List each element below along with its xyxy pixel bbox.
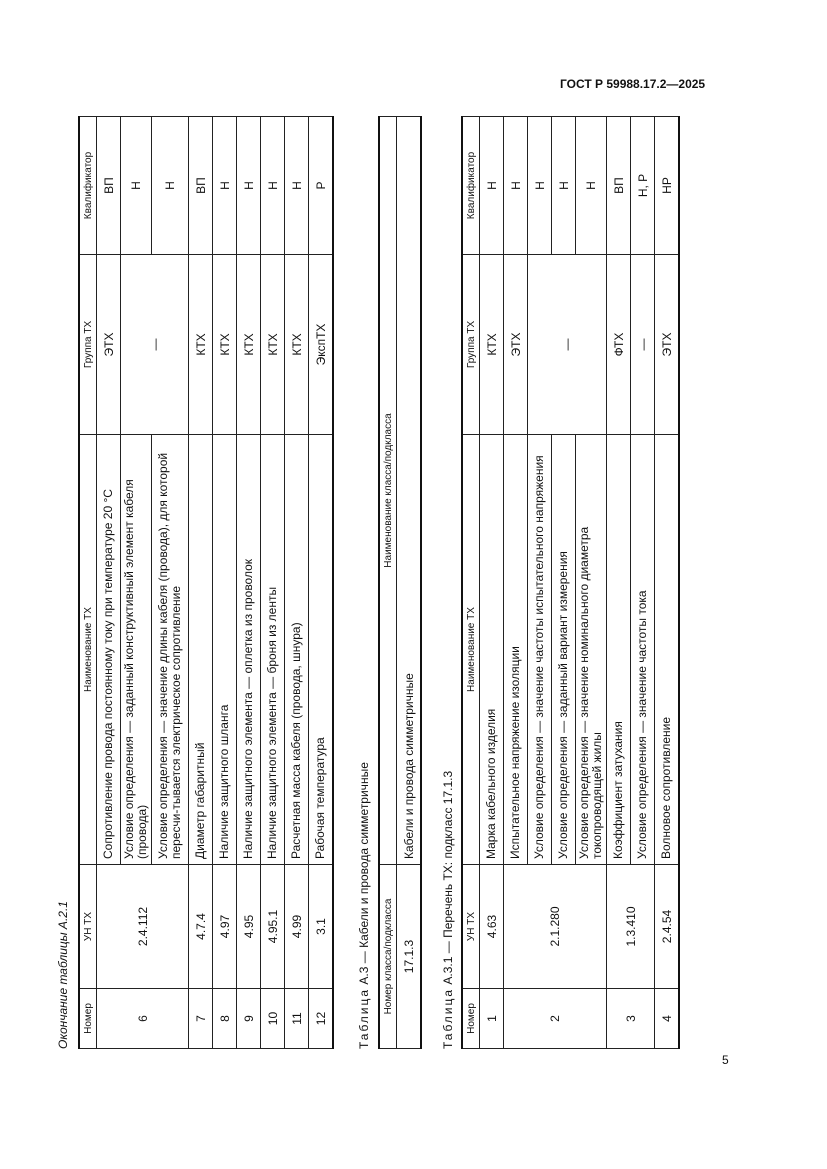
col-header-class-number: Номер класса/подкласса — [379, 865, 397, 1049]
col-header-class-name: Наименование класса/подкласса — [379, 117, 397, 865]
col-header-qualifier: Квалификатор — [79, 117, 97, 255]
col-header-un: УН ТХ — [79, 865, 97, 989]
table-row: Условие определения — значение частоты испытательного напряжения — Н — [528, 117, 552, 1049]
table-row: Условие определения — значение длины кабеля (провода), для которой пересчи-тывается электрическое сопротивление Н — [152, 117, 189, 1049]
col-header-un: УН ТХ — [462, 865, 480, 989]
table-row: 17.1.3 Кабели и провода симметричные — [397, 117, 422, 1049]
document-code: ГОСТ Р 59988.17.2—2025 — [560, 77, 706, 91]
table-row: Условие определения — заданный вариант измерения Н — [552, 117, 576, 1049]
table-a21 — [78, 116, 334, 1049]
table-row: 7 4.7.4 Диаметр габаритный КТХ ВП — [189, 117, 213, 1049]
col-header-qualifier: Квалификатор — [462, 117, 480, 255]
table-row: 8 4.97 Наличие защитного шланга КТХ Н — [213, 117, 237, 1049]
col-header-group: Группа ТХ — [462, 255, 480, 435]
col-header-name: Наименование ТХ — [462, 435, 480, 865]
table-row: 9 4.95 Наличие защитного элемента — оплетка из проволок КТХ Н — [237, 117, 261, 1049]
table-row: 10 4.95.1 Наличие защитного элемента — броня из ленты КТХ Н — [261, 117, 285, 1049]
col-header-group: Группа ТХ — [79, 255, 97, 435]
col-header-number: Номер — [462, 989, 480, 1049]
col-header-number: Номер — [79, 989, 97, 1049]
caption-table-a31: Таблица А.3.1 — Перечень ТХ: подкласс 17.1.3 — [441, 770, 455, 1049]
page-number: 5 — [722, 1053, 729, 1067]
table-row: 4 2.4.54 Волновое сопротивление ЭТХ НР — [655, 117, 680, 1049]
continuation-caption: Окончание таблицы А.2.1 — [56, 901, 70, 1049]
table-row: 11 4.99 Расчетная масса кабеля (провода, шнура) КТХ Н — [285, 117, 309, 1049]
table-row: Условие определения — значение частоты тока — Н, Р — [631, 117, 655, 1049]
table-row: 1 4.63 Марка кабельного изделия КТХ Н — [480, 117, 504, 1049]
table-row: 6 2.4.112 Сопротивление провода постоянному току при температуре 20 °С ЭТХ ВП — [97, 117, 121, 1049]
col-header-name: Наименование ТХ — [79, 435, 97, 865]
table-row: Условие определения — заданный конструктивный элемент кабеля (провода) — Н — [121, 117, 152, 1049]
table-row: 12 3.1 Рабочая температура ЭкспТХ Р — [309, 117, 334, 1049]
table-row: 3 1.3.410 Коэффициент затухания ФТХ ВП — [607, 117, 631, 1049]
table-row: Условие определения — значение номинального диаметра токопроводящей жилы Н — [576, 117, 607, 1049]
table-a31 — [461, 116, 680, 1049]
table-a3 — [378, 116, 422, 1049]
table-row: 2 2.1.280 Испытательное напряжение изоляции ЭТХ Н — [504, 117, 528, 1049]
rotated-content — [56, 117, 688, 1049]
caption-table-a3: Таблица А.3 — Кабели и провода симметричные — [357, 762, 371, 1049]
